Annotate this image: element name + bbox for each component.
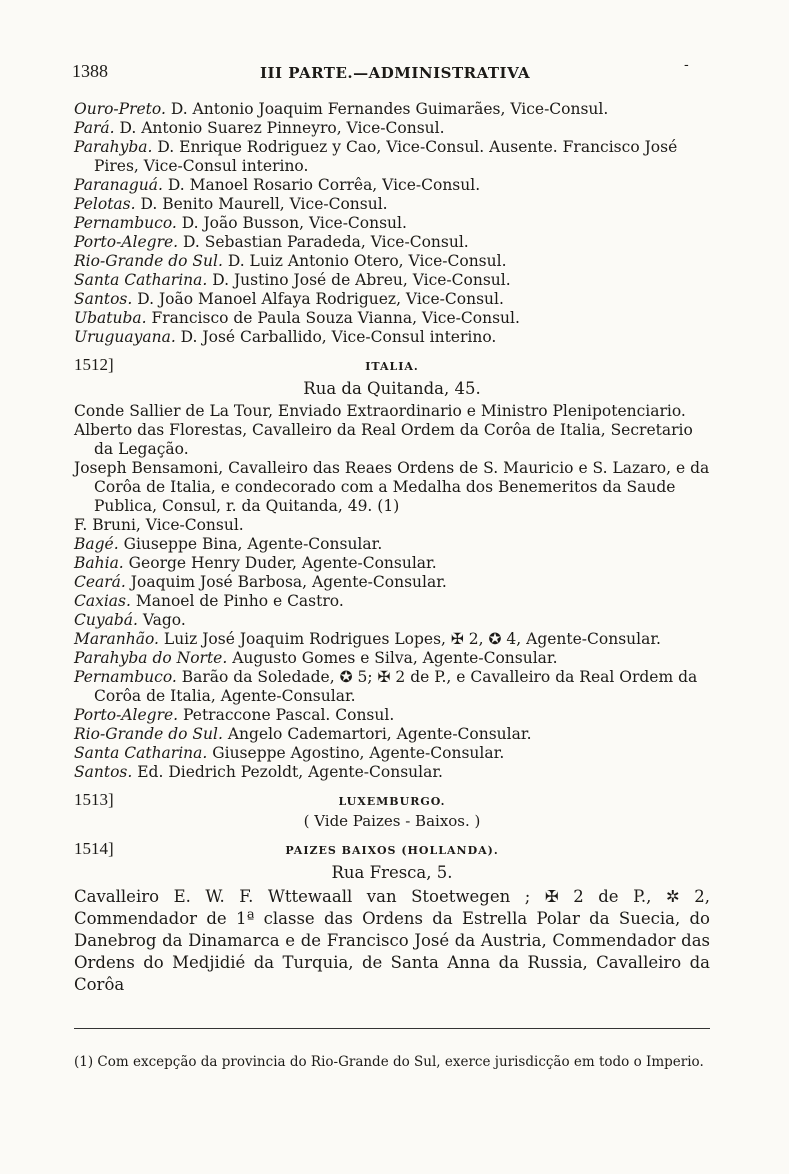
list-item: Bagé. Giuseppe Bina, Agente-Consular. — [74, 535, 383, 553]
section-title: ITALIA. — [365, 360, 419, 373]
section-heading-italia — [74, 353, 710, 377]
brazil-consuls-list — [74, 100, 710, 347]
list-item: Caxias. Manoel de Pinho e Castro. — [74, 592, 344, 610]
section-number: 1512] — [74, 355, 114, 374]
list-item: Parahyba do Norte. Augusto Gomes e Silva, Agente-Consular. — [74, 649, 558, 667]
section-address: Rua Fresca, 5. — [331, 863, 453, 882]
list-item: Pelotas. D. Benito Maurell, Vice-Consul. — [74, 195, 388, 213]
list-item: Paranaguá. D. Manoel Rosario Corrêa, Vice-Consul. — [74, 176, 481, 194]
list-item: Parahyba. D. Enrique Rodriguez y Cao, Vice-Consul. Ausente. Francisco José Pires, Vice-Consul interino. — [74, 138, 678, 175]
list-item: F. Bruni, Vice-Consul. — [74, 516, 244, 534]
section-address: Rua da Quitanda, 45. — [303, 379, 481, 398]
italia-agents-list — [74, 535, 710, 782]
list-item: Maranhão. Luiz José Joaquim Rodrigues Lopes, ✠ 2, ✪ 4, Agente-Consular. — [74, 630, 661, 648]
section-number: 1514] — [74, 839, 114, 858]
page-header — [0, 57, 789, 86]
footnote: (1) Com excepção da provincia do Rio-Grande do Sul, exerce jurisdicção em todo o Imperio. — [74, 1053, 704, 1070]
page-number: 1388 — [72, 61, 108, 81]
list-item: Ouro-Preto. D. Antonio Joaquim Fernandes Guimarães, Vice-Consul. — [74, 100, 609, 118]
list-item: Ceará. Joaquim José Barbosa, Agente-Consular. — [74, 573, 447, 591]
list-item: Joseph Bensamoni, Cavalleiro das Reaes Ordens de S. Mauricio e S. Lazaro, e da Corôa de Italia, e condecorado com a Medalha dos Benemeritos da Saude Publica, Consul, r. da Quitanda, 49. (1) — [74, 459, 710, 515]
list-item: Bahia. George Henry Duder, Agente-Consular. — [74, 554, 437, 572]
list-item: Porto-Alegre. D. Sebastian Paradeda, Vice-Consul. — [74, 233, 469, 251]
list-item: Santa Catharina. Giuseppe Agostino, Agente-Consular. — [74, 744, 505, 762]
list-item: Uruguayana. D. José Carballido, Vice-Consul interino. — [74, 328, 497, 346]
running-title: III PARTE.—ADMINISTRATIVA — [260, 64, 531, 82]
section-title: PAIZES BAIXOS (HOLLANDA). — [285, 844, 499, 857]
list-item: Santa Catharina. D. Justino José de Abreu, Vice-Consul. — [74, 271, 511, 289]
list-item: Rio-Grande do Sul. Angelo Cademartori, Agente-Consular. — [74, 725, 532, 743]
cross-reference: ( Vide Paizes - Baixos. ) — [303, 812, 481, 830]
page-body — [74, 100, 710, 996]
list-item: Conde Sallier de La Tour, Enviado Extraordinario e Ministro Plenipotenciario. — [74, 402, 686, 420]
section-title: LUXEMBURGO. — [338, 795, 446, 808]
section-number: 1513] — [74, 790, 114, 809]
paragraph: Cavalleiro E. W. F. Wttewaall van Stoetwegen ; ✠ 2 de P., ✲ 2, Commendador de 1ª classe das Ordens da Estrella Polar da Suecia, do Danebrog da Dinamarca e de Francisco José da Austria, Commendador das Ordens do Medjidié da Turquia, de Santa Anna da Russia, Cavalleiro da Corôa — [74, 887, 710, 994]
list-item: Alberto das Florestas, Cavalleiro da Real Ordem da Corôa de Italia, Secretario da Legação. — [74, 421, 693, 458]
list-item: Rio-Grande do Sul. D. Luiz Antonio Otero, Vice-Consul. — [74, 252, 507, 270]
footnote-divider — [74, 1028, 710, 1029]
list-item: Pernambuco. Barão da Soledade, ✪ 5; ✠ 2 de P., e Cavalleiro da Real Ordem da Corôa de Italia, Agente-Consular. — [74, 668, 698, 705]
list-item: Santos. D. João Manoel Alfaya Rodriguez, Vice-Consul. — [74, 290, 504, 308]
list-item: Santos. Ed. Diedrich Pezoldt, Agente-Consular. — [74, 763, 443, 781]
list-item: Cuyabá. Vago. — [74, 611, 186, 629]
section-heading-luxemburgo — [74, 788, 710, 812]
italia-staff-list — [74, 402, 710, 535]
list-item: Pará. D. Antonio Suarez Pinneyro, Vice-Consul. — [74, 119, 445, 137]
list-item: Ubatuba. Francisco de Paula Souza Vianna, Vice-Consul. — [74, 309, 520, 327]
header-mark: - — [684, 57, 689, 73]
list-item: Pernambuco. D. João Busson, Vice-Consul. — [74, 214, 407, 232]
section-heading-paizes-baixos — [74, 837, 710, 861]
list-item: Porto-Alegre. Petraccone Pascal. Consul. — [74, 706, 395, 724]
